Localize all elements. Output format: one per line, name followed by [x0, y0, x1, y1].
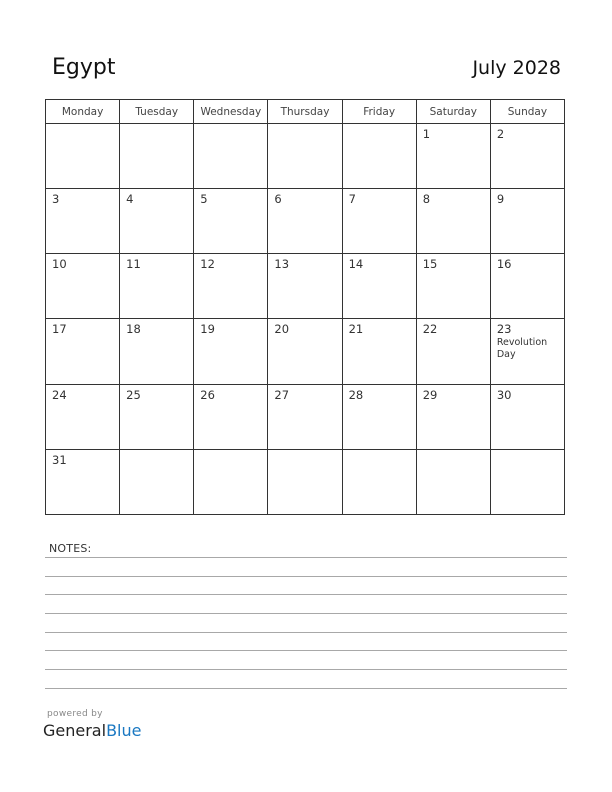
day-cell[interactable] — [491, 319, 565, 384]
day-cell[interactable] — [343, 319, 417, 384]
weekday-header: Sunday — [491, 100, 565, 124]
day-number: 23 — [496, 322, 512, 337]
holiday-label: Revolution Day — [496, 337, 548, 361]
day-cell[interactable] — [417, 385, 491, 450]
day-cell[interactable] — [491, 450, 565, 515]
day-number: 24 — [52, 387, 67, 402]
day-number: 6 — [274, 192, 282, 207]
brand-logo[interactable] — [43, 721, 141, 740]
day-cell[interactable] — [343, 450, 417, 515]
day-cell[interactable] — [120, 254, 194, 319]
day-cell[interactable] — [268, 124, 342, 189]
day-number: 22 — [422, 322, 438, 337]
day-number: 30 — [496, 387, 512, 402]
notes-line — [45, 576, 567, 577]
day-number: 27 — [274, 387, 290, 402]
brand-name-part1: General — [43, 721, 107, 740]
month-year-title: July 2028 — [472, 57, 561, 79]
notes-line — [45, 650, 567, 651]
notes-line — [45, 594, 567, 595]
day-cell[interactable] — [417, 189, 491, 254]
day-cell[interactable] — [46, 189, 120, 254]
weekday-header: Friday — [343, 100, 417, 124]
brand-name-part2: Blue — [106, 721, 142, 740]
day-number: 16 — [496, 257, 512, 272]
day-cell[interactable] — [194, 189, 268, 254]
day-number: 7 — [348, 192, 356, 207]
powered-by-text: powered by — [47, 709, 103, 719]
day-cell[interactable] — [417, 254, 491, 319]
notes-line — [45, 688, 567, 689]
day-number: 4 — [126, 192, 134, 207]
notes-line — [45, 613, 567, 614]
day-cell[interactable] — [343, 254, 417, 319]
notes-line — [45, 632, 567, 633]
day-number: 29 — [422, 387, 438, 402]
day-cell[interactable] — [120, 124, 194, 189]
day-cell[interactable] — [491, 385, 565, 450]
day-cell[interactable] — [268, 385, 342, 450]
notes-line — [45, 669, 567, 670]
weekday-header: Saturday — [417, 100, 491, 124]
day-cell[interactable] — [46, 450, 120, 515]
day-cell[interactable] — [491, 124, 565, 189]
day-number: 26 — [200, 387, 215, 402]
notes-label: NOTES: — [49, 542, 92, 555]
day-number: 2 — [496, 127, 505, 141]
day-cell[interactable] — [268, 254, 342, 319]
day-cell[interactable] — [46, 319, 120, 384]
day-cell[interactable] — [343, 124, 417, 189]
day-cell[interactable] — [343, 189, 417, 254]
day-number: 5 — [200, 192, 208, 207]
day-cell[interactable] — [268, 450, 342, 515]
day-number: 19 — [200, 322, 215, 337]
day-cell[interactable] — [194, 450, 268, 515]
weekday-header: Thursday — [268, 100, 342, 124]
weekday-header: Monday — [46, 100, 120, 124]
day-number: 1 — [422, 127, 431, 141]
day-number: 20 — [274, 322, 290, 337]
day-cell[interactable] — [417, 450, 491, 515]
day-number: 3 — [52, 192, 60, 207]
day-cell[interactable] — [120, 385, 194, 450]
day-cell[interactable] — [194, 124, 268, 189]
day-cell[interactable] — [491, 254, 565, 319]
day-number: 14 — [348, 257, 364, 272]
day-number: 18 — [126, 322, 141, 337]
day-cell[interactable] — [46, 124, 120, 189]
day-cell[interactable] — [120, 450, 194, 515]
day-number: 9 — [496, 192, 505, 207]
calendar-grid — [45, 99, 565, 515]
day-cell[interactable] — [120, 319, 194, 384]
day-cell[interactable] — [194, 385, 268, 450]
day-number: 15 — [422, 257, 438, 272]
notes-line — [45, 557, 567, 558]
day-number: 21 — [348, 322, 364, 337]
day-number: 31 — [52, 452, 67, 467]
day-cell[interactable] — [417, 124, 491, 189]
weekday-header: Tuesday — [120, 100, 194, 124]
day-number: 12 — [200, 257, 215, 272]
day-cell[interactable] — [46, 385, 120, 450]
day-number: 25 — [126, 387, 141, 402]
day-cell[interactable] — [343, 385, 417, 450]
day-cell[interactable] — [46, 254, 120, 319]
day-cell[interactable] — [120, 189, 194, 254]
day-cell[interactable] — [268, 319, 342, 384]
day-number: 28 — [348, 387, 364, 402]
day-cell[interactable] — [491, 189, 565, 254]
day-number: 10 — [52, 257, 67, 272]
day-number: 8 — [422, 192, 431, 207]
day-number: 17 — [52, 322, 67, 337]
day-cell[interactable] — [194, 254, 268, 319]
weekday-header: Wednesday — [194, 100, 268, 124]
day-cell[interactable] — [268, 189, 342, 254]
day-cell[interactable] — [194, 319, 268, 384]
day-number: 13 — [274, 257, 290, 272]
day-number: 11 — [126, 257, 141, 272]
country-title: Egypt — [52, 55, 116, 80]
day-cell[interactable] — [417, 319, 491, 384]
